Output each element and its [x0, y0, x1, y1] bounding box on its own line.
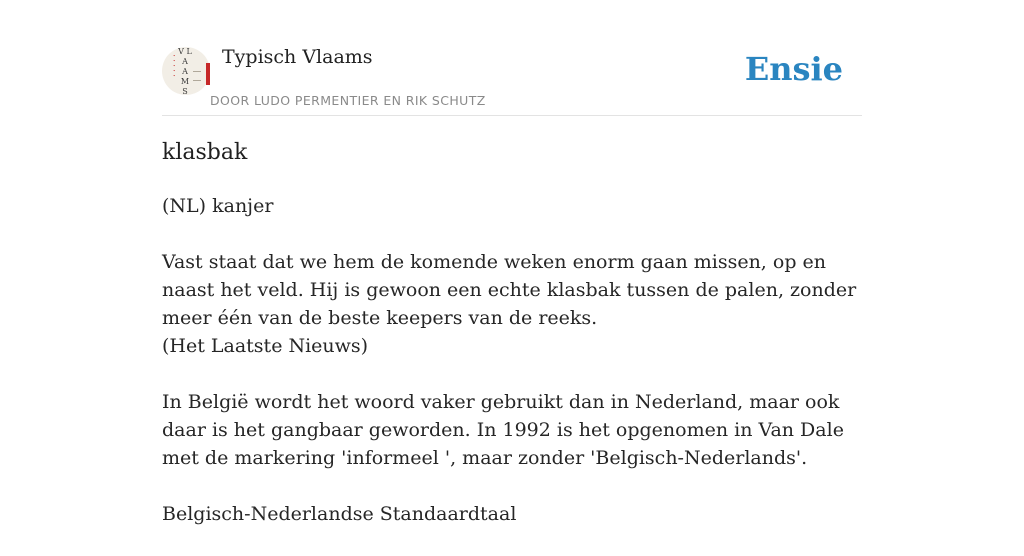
example: [162, 248, 862, 360]
logo-red-bar: [206, 63, 210, 85]
byline: DOOR LUDO PERMENTIER EN RIK SCHUTZ: [210, 93, 486, 108]
site-header: [162, 44, 862, 116]
usage-note: In België wordt het woord vaker gebruikt dan in Nederland, maar ook daar is het gangbaar geworden. In 1992 is het opgenomen in Van Dale met de markering 'informeel ', maar zonder 'Belgisch-Nederlands'.: [162, 391, 844, 469]
ensie-logo-link[interactable]: Ensie: [744, 50, 843, 88]
logo-lines: [193, 71, 201, 81]
example-source: (Het Laatste Nieuws): [162, 335, 369, 357]
logo-side-text: • • • • •: [173, 53, 176, 78]
site-title[interactable]: Typisch Vlaams: [222, 46, 373, 68]
example-quote: Vast staat dat we hem de komende weken enorm gaan missen, op en naast het veld. Hij is gewoon een echte klasbak tussen de palen, zonder meer één van de beste keepers van de reeks.: [162, 251, 857, 329]
entry-word: klasbak: [162, 140, 248, 165]
definition: (NL) kanjer: [162, 195, 274, 217]
entry-content: [162, 192, 862, 556]
logo-letters: V L A A M S: [178, 47, 192, 96]
footer-text: Belgisch-Nederlandse Standaardtaal: [162, 503, 517, 525]
book-logo-icon[interactable]: [162, 47, 210, 95]
